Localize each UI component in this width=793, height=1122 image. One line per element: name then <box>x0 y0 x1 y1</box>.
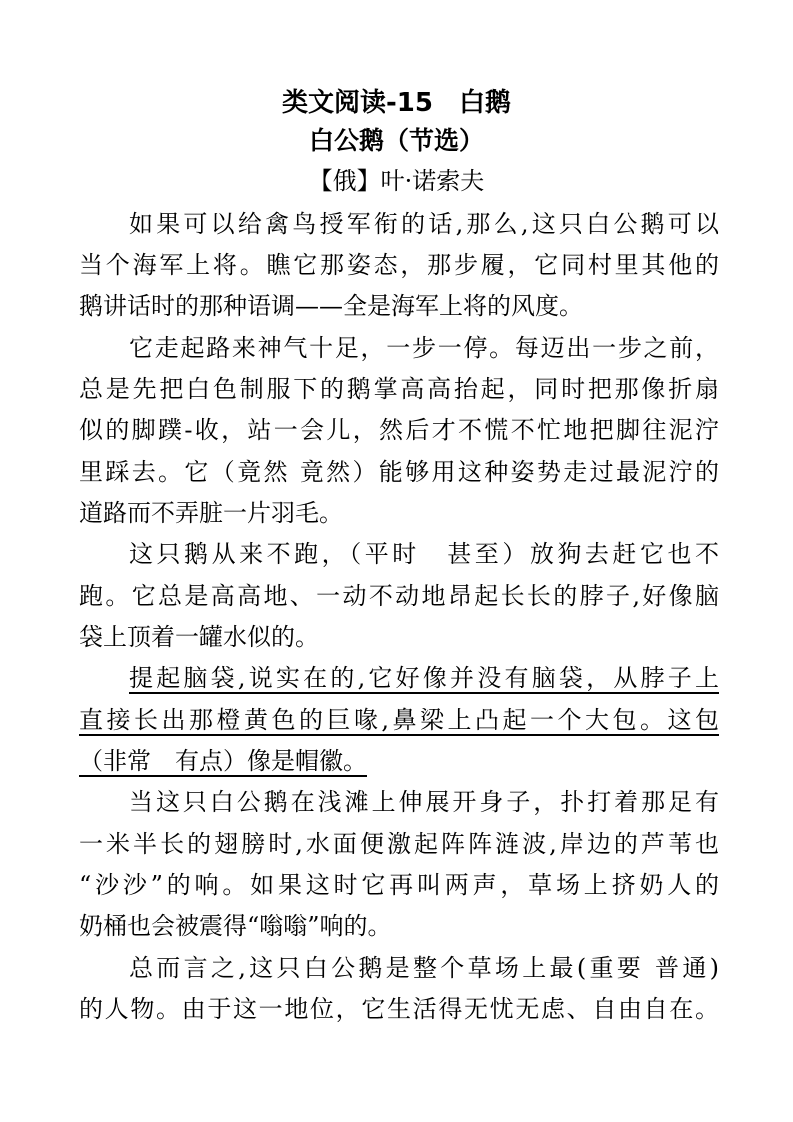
text-line: 当这只白公鹅在浅滩上伸展开身子，扑打着那足有 <box>129 788 719 816</box>
text-line: “沙沙”的响。如果这时它再叫两声，草场上挤奶人的 <box>79 871 719 899</box>
text-line: 道路而不弄脏一片羽毛。 <box>79 499 343 527</box>
text-line: 里踩去。它（竟然 竟然）能够用这种姿势走过最泥泞的 <box>79 458 719 486</box>
text-line: 一米半长的翅膀时,水面便激起阵阵涟波,岸边的芦苇也 <box>79 830 719 858</box>
text-line: 总而言之,这只白公鹅是整个草场上最(重要 普通) <box>129 954 719 982</box>
text-line: 跑。它总是高高地、一动不动地昂起长长的脖子,好像脑 <box>79 582 719 610</box>
text-line: 它走起路来神气十足，一步一停。每迈出一步之前， <box>129 334 719 362</box>
underlined-text-line: 提起脑袋,说实在的,它好像并没有脑袋，从脖子上 <box>129 664 719 692</box>
lesson-title-text: 类文阅读-15 白鹅 <box>282 88 511 118</box>
text-line: 的人物。由于这一地位，它生活得无忧无虑、自由自在。 <box>79 995 719 1023</box>
article-author: 【俄】叶·诺索夫 <box>308 167 485 195</box>
text-line: 总是先把白色制服下的鹅掌高高抬起，同时把那像折扇 <box>79 375 719 403</box>
text-line: 鹅讲话时的那种语调——全是海军上将的风度。 <box>79 292 583 320</box>
text-line: 袋上顶着一罐水似的。 <box>79 623 319 651</box>
text-line: 奶桶也会被震得“嗡嗡”响的。 <box>79 912 392 940</box>
underlined-text-line: （非常 有点）像是帽徽。 <box>79 747 367 775</box>
text-line: 这只鹅从来不跑，（平时 甚至）放狗去赶它也不 <box>129 540 719 568</box>
text-line: 似的脚蹼-收，站一会儿，然后才不慌不忙地把脚往泥泞 <box>79 416 719 444</box>
lesson-title <box>0 82 793 119</box>
text-line: 如果可以给禽鸟授军衔的话,那么,这只白公鹅可以 <box>129 210 719 238</box>
article-title: 白公鹅（节选） <box>308 126 484 155</box>
underlined-text-line: 直接长出那橙黄色的巨喙,鼻梁上凸起一个大包。这包 <box>79 706 719 734</box>
text-line: 当个海军上将。瞧它那姿态，那步履，它同村里其他的 <box>79 251 719 279</box>
